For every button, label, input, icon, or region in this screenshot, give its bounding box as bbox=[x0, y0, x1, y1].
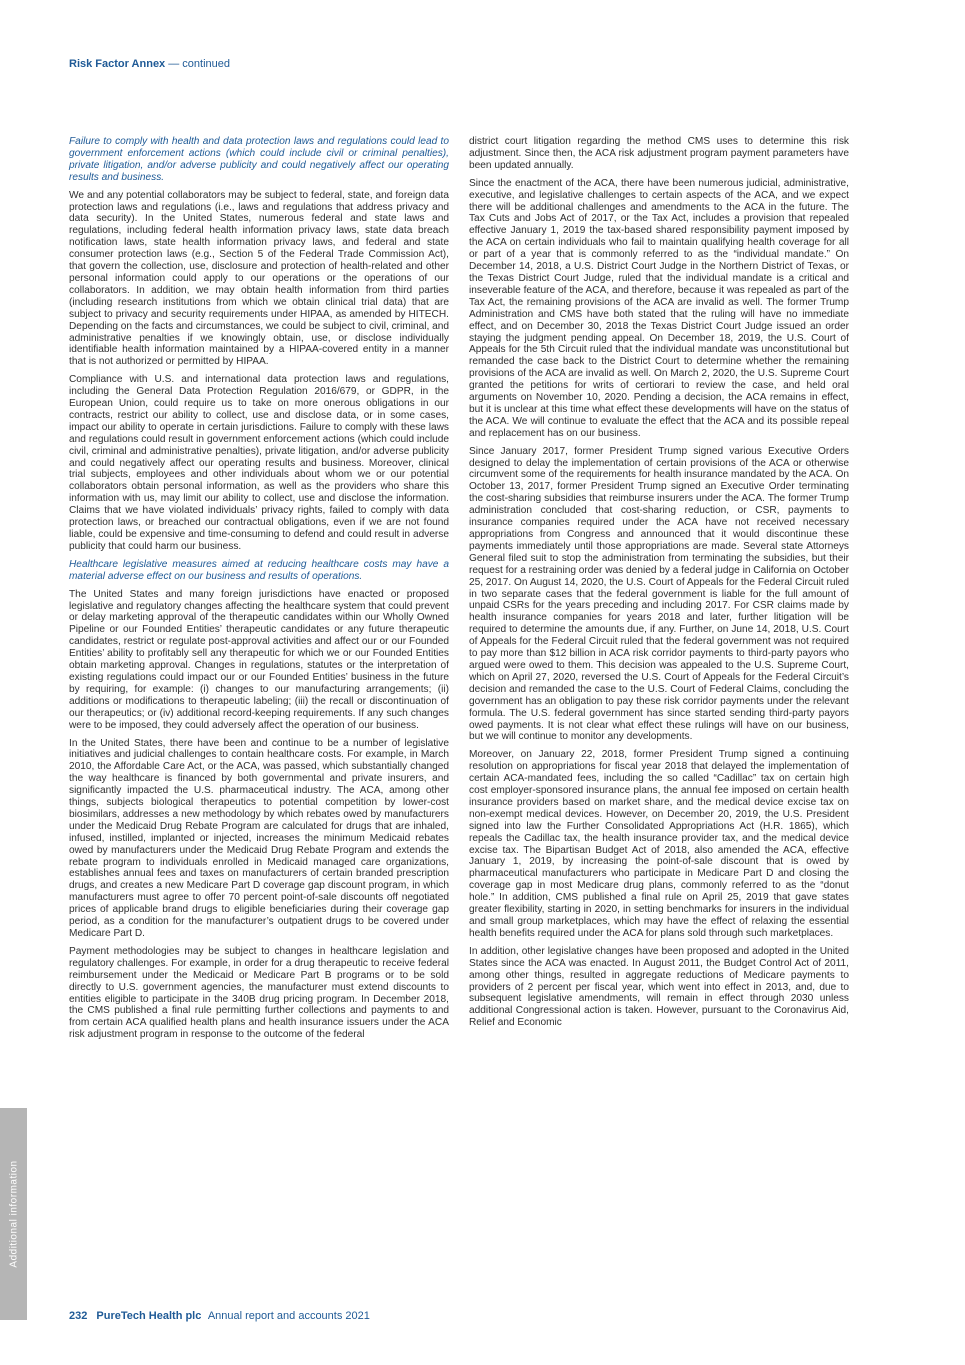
side-section-tab bbox=[0, 1108, 27, 1320]
paragraph: In the United States, there have been and continue to be a number of legislative initiatives and judicial challenges to contain healthcare costs. For example, in March 2010, the Affordable Care Act, or the ACA, was passed, which substantially changed the way healthcare is financed by both governmental and private insurers, and significantly impacted the U.S. pharmaceutical industry. The ACA, among other things, subjects biological therapeutics to potential competition by lower-cost biosimilars, addresses a new methodology by which rebates owed by manufacturers under the Medicaid Drug Rebate Program are calculated for drugs that are inhaled, infused, instilled, implanted or injected, increases the minimum Medicaid rebates owed by manufacturers under the Medicaid Drug Rebate Program and extends the rebate program to individuals enrolled in Medicaid managed care organizations, establishes annual fees and taxes on manufacturers of certain branded prescription drugs, and creates a new Medicare Part D coverage gap discount program, in which manufacturers must agree to offer 70 percent point-of-sale discounts off negotiated prices of applicable brand drugs to eligible beneficiaries during their coverage gap period, as a condition for the manufacturer’s outpatient drugs to be covered under Medicare Part D. bbox=[69, 737, 449, 939]
right-column bbox=[469, 136, 849, 1035]
left-column bbox=[69, 136, 449, 1047]
report-title: Annual report and accounts 2021 bbox=[207, 1310, 370, 1322]
paragraph-continued: district court litigation regarding the method CMS uses to determine this risk adjustment. Since then, the ACA risk adjustment program payment parameters have been updated annually. bbox=[469, 136, 849, 171]
paragraph: In addition, other legislative changes have been proposed and adopted in the United States since the ACA was enacted. In August 2011, the Budget Control Act of 2011, among other things, resulted in aggregate reductions of Medicare payments to providers of 2 percent per fiscal year, which went into effect in 2013, and, due to subsequent legislative amendments, will remain in effect through 2030 unless additional Congressional action is taken. However, pursuant to the Coronavirus Aid, Relief and Economic bbox=[469, 945, 849, 1029]
header-section-title: Risk Factor Annex bbox=[69, 58, 166, 70]
paragraph: Payment methodologies may be subject to changes in healthcare legislation and regulatory challenges. For example, in order for a drug therapeutic to receive federal reimbursement under the Medicaid or Medicare Part B programs or to be sold directly to U.S. government agencies, the manufacturer must extend discounts to entities eligible to participate in the 340B drug pricing program. In December 2018, the CMS published a final rule permitting further collections and payments to and from certain ACA qualified health plans and health insurance issuers under the ACA risk adjustment program in response to the outcome of the federal bbox=[69, 945, 449, 1041]
subheading-healthcare-legislation: Healthcare legislative measures aimed at reducing healthcare costs may have a material adverse effect on our business and results of operations. bbox=[69, 558, 449, 582]
side-tab-label: Additional information bbox=[8, 1160, 20, 1268]
page-number: 232 bbox=[69, 1310, 88, 1322]
header-continued: — continued bbox=[168, 58, 231, 70]
page-footer bbox=[69, 1310, 370, 1322]
paragraph: Moreover, on January 22, 2018, former President Trump signed a continuing resolution on appropriations for fiscal year 2018 that delayed the implementation of certain ACA-mandated fees, including the so called “Cadillac” tax on certain high cost employer-sponsored insurance plans, the annual fee imposed on certain health insurance providers based on market share, and the medical device excise tax on non-exempt medical devices. However, on December 20, 2019, the U.S. President signed into law the Further Consolidated Appropriations Act (H.R. 1865), which repeals the Cadillac tax, the health insurance provider tax, and the medical device excise tax. The Bipartisan Budget Act of 2018, also amended the ACA, effective January 1, 2019, by increasing the point-of-sale discount that is owed by pharmaceutical manufacturers who participate in Medicare Part D and closing the coverage gap in most Medicare drug plans, commonly referred to as the “donut hole.” In addition, CMS published a final rule on April 25, 2019 that gave states greater flexibility, starting in 2020, in setting benchmarks for insurers in the individual and small group marketplaces, which may have the effect of relaxing the essential health benefits required under the ACA for plans sold through such marketplaces. bbox=[469, 749, 849, 939]
paragraph: Since January 2017, former President Trump signed various Executive Orders designed to delay the implementation of certain provisions of the ACA or otherwise circumvent some of the requirements for health insurance mandated by the ACA. On October 13, 2017, former President Trump signed an Executive Order terminating the cost-sharing subsidies that reimburse insurers under the ACA. The former Trump administration concluded that cost-sharing reduction, or CSR, payments to insurance companies required under the ACA have not received necessary appropriations from Congress and announced that it would discontinue these payments immediately until those appropriations are made. Several state Attorneys General filed suit to stop the administration from terminating the subsidies, but their request for a restraining order was denied by a federal judge in California on October 25, 2017. On August 14, 2020, the U.S. Court of Appeals for the Federal Circuit ruled in two separate cases that the federal government is liable for the full amount of unpaid CSRs for the years preceding and including 2017. For CSR claims made by health insurance companies for years 2018 and later, further litigation will be required to determine the amounts due, if any. Further, on June 14, 2018, U.S. Court of Appeals for the Federal Circuit ruled that the federal government was not required to pay more than $12 billion in ACA risk corridor payments to third-party payors who argued were owed to them. This decision was appealed to the U.S. Supreme Court, which on April 27, 2020, reversed the U.S. Court of Appeals for the Federal Circuit’s decision and remanded the case to the U.S. Court of Federal Claims, concluding the government has an obligation to pay these risk corridor payments under the relevant formula. The U.S. federal government has since started sending third-party payors owed payments. It is not clear what effect these rulings will have on our business, but we will continue to monitor any developments. bbox=[469, 445, 849, 743]
running-header bbox=[69, 58, 230, 70]
company-name: PureTech Health plc bbox=[96, 1310, 202, 1322]
subheading-data-protection: Failure to comply with health and data protection laws and regulations could lead to government enforcement actions (which could include civil or criminal penalties), private litigation, and/or adverse publicity and could negatively affect our operating results and business. bbox=[69, 136, 449, 183]
paragraph: Since the enactment of the ACA, there have been numerous judicial, administrative, executive, and legislative challenges to certain aspects of the ACA, and we expect there will be additional challenges and amendments to the ACA in the future. The Tax Cuts and Jobs Act of 2017, or the Tax Act, includes a provision that repealed effective January 1, 2019 the tax-based shared responsibility payment imposed by the ACA on certain individuals who fail to maintain qualifying health coverage for all or part of a year that is commonly referred to as the “individual mandate.” On December 14, 2018, a U.S. District Court Judge in the Northern District of Texas, or the Texas District Court Judge, ruled that the individual mandate is a critical and inseverable feature of the ACA, and therefore, because it was repealed as part of the Tax Act, the remaining provisions of the ACA are invalid as well. The former Trump Administration and CMS have both stated that the ruling will have no immediate effect, and on December 30, 2018 the Texas District Court Judge issued an order staying the judgment pending appeal. On December 18, 2019, the U.S. Court of Appeals for the 5th Circuit ruled that the individual mandate was unconstitutional but remanded the case back to the District Court to determine whether the remaining provisions of the ACA are invalid as well. On March 2, 2020, the U.S. Supreme Court granted the petitions for writs of certiorari to review the case, and held oral arguments on November 10, 2020. Pending a decision, the ACA remains in effect, but it is unclear at this time what effect these developments will have on the status of the ACA. We will continue to evaluate the effect that the ACA and its possible repeal and replacement has on our business. bbox=[469, 177, 849, 439]
paragraph: The United States and many foreign jurisdictions have enacted or proposed legislative and regulatory changes affecting the healthcare system that could prevent or delay marketing approval of the therapeutic candidates within our Wholly Owned Pipeline or our Founded Entities’ therapeutic candidates or any future therapeutic candidates, restrict or regulate post-approval activities and affect our or our Founded Entities’ ability to profitably sell any therapeutic for which we or our Founded Entities obtain marketing approval. Changes in regulations, statutes or the interpretation of existing regulations could impact our or our Founded Entities’ business in the future by requiring, for example: (i) changes to our manufacturing arrangements; (ii) additions or modifications to therapeutic labeling; (iii) the recall or discontinuation of our therapeutics; or (iv) additional record-keeping requirements. If any such changes were to be imposed, they could adversely affect the operation of our business. bbox=[69, 588, 449, 731]
paragraph: We and any potential collaborators may be subject to federal, state, and foreign data protection laws and regulations (i.e., laws and regulations that address privacy and data security). In the United States, numerous federal and state laws and regulations, including federal health information privacy laws, state data breach notification laws, state health information privacy laws, and federal and state consumer protection laws (e.g., Section 5 of the Federal Trade Commission Act), that govern the collection, use, disclosure and protection of health-related and other personal information could apply to our operations or the operations of our collaborators. In addition, we may obtain health information from third parties (including research institutions from which we obtain clinical trial data) that are subject to privacy and security requirements under HIPAA, as amended by HITECH. Depending on the facts and circumstances, we could be subject to civil, criminal, and administrative penalties if we knowingly obtain, use, or disclose individually identifiable health information maintained by a HIPAA-covered entity in a manner that is not authorized or permitted by HIPAA. bbox=[69, 189, 449, 368]
paragraph: Compliance with U.S. and international data protection laws and regulations, including the General Data Protection Regulation 2016/679, or GDPR, in the European Union, could require us to take on more onerous obligations in our contracts, restrict our ability to collect, use and disclose data, or in some cases, impact our ability to operate in certain jurisdictions. Failure to comply with these laws and regulations could result in government enforcement actions (which could include civil, criminal and administrative penalties), private litigation, and/or adverse publicity and could negatively affect our operating results and business. Moreover, clinical trial subjects, employees and other individuals about whom we or our potential collaborators obtain personal information, as well as the providers who share this information with us, may limit our ability to collect, use and disclose the information. Claims that we have violated individuals’ privacy rights, failed to comply with data protection laws, or breached our contractual obligations, even if we are not found liable, could be expensive and time-consuming to defend and could result in adverse publicity that could harm our business. bbox=[69, 374, 449, 552]
